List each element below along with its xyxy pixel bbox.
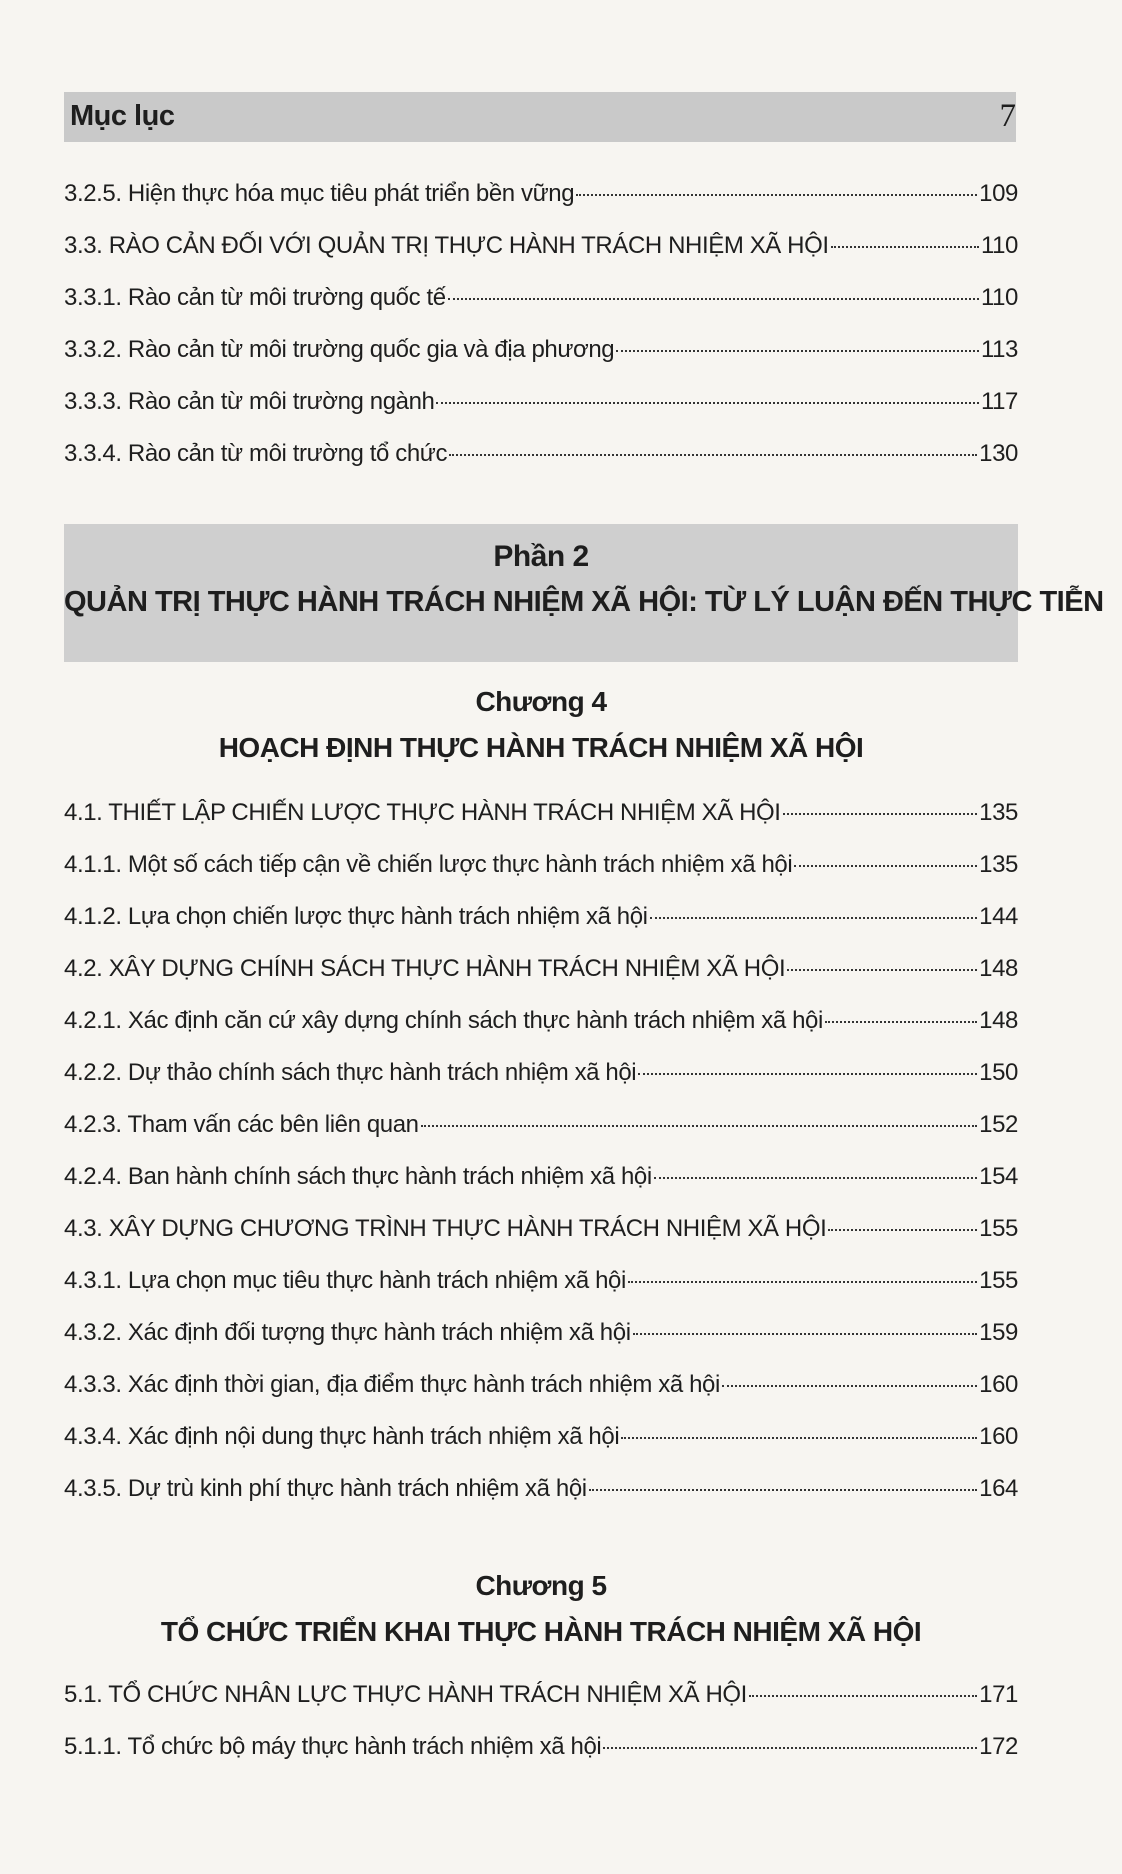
toc-entry-page: 135 [979, 799, 1018, 826]
chapter-label: Chương 4 [475, 686, 607, 717]
part-label: Phần 2 [493, 540, 589, 573]
leader-dots [787, 969, 977, 971]
leader-dots [621, 1437, 977, 1439]
running-header-title: Mục lục [70, 100, 175, 132]
toc-entry [64, 1267, 1018, 1303]
leader-dots [794, 865, 977, 867]
toc-entry [64, 1007, 1018, 1043]
leader-dots [783, 813, 978, 815]
toc-entry-page: 135 [979, 851, 1018, 878]
toc-entry-text: 4.3.2. Xác định đối tượng thực hành trách nhiệm xã hội [64, 1319, 631, 1346]
toc-entry [64, 336, 1018, 372]
toc-entry [64, 955, 1018, 991]
toc-entry-page: 110 [980, 232, 1018, 259]
leader-dots [436, 402, 978, 404]
toc-entry-text: 5.1.1. Tổ chức bộ máy thực hành trách nhiệm xã hội [64, 1733, 602, 1760]
chapter-label: Chương 5 [475, 1570, 607, 1601]
toc-entry-page: 150 [979, 1059, 1018, 1086]
toc-entry-page: 155 [979, 1215, 1018, 1242]
toc-entry-page: 154 [979, 1163, 1018, 1190]
toc-entry-page: 117 [980, 388, 1018, 415]
toc-entry [64, 388, 1018, 424]
leader-dots [633, 1333, 978, 1335]
toc-entry-page: 164 [979, 1475, 1018, 1502]
toc-entry-page: 159 [979, 1319, 1018, 1346]
toc-entry-text: 4.2.1. Xác định căn cứ xây dựng chính sách thực hành trách nhiệm xã hội [64, 1007, 823, 1034]
leader-dots [589, 1489, 977, 1491]
toc-entry-page: 155 [979, 1267, 1018, 1294]
toc-entry [64, 851, 1018, 887]
toc-entry-text: 4.2. XÂY DỰNG CHÍNH SÁCH THỰC HÀNH TRÁCH NHIỆM XÃ HỘI [64, 955, 786, 982]
toc-entry [64, 799, 1018, 835]
toc-entry-text: 4.2.3. Tham vấn các bên liên quan [64, 1111, 419, 1138]
toc-entry-page: 171 [979, 1681, 1018, 1708]
leader-dots [448, 298, 979, 300]
toc-entry-page: 160 [979, 1423, 1018, 1450]
toc-entry-text: 4.2.4. Ban hành chính sách thực hành trách nhiệm xã hội [64, 1163, 652, 1190]
toc-entry-page: 152 [979, 1111, 1018, 1138]
leader-dots [449, 454, 977, 456]
toc-entry [64, 1111, 1018, 1147]
toc-entry-page: 148 [979, 955, 1018, 982]
toc-entry [64, 903, 1018, 939]
toc-entry-text: 4.1.2. Lựa chọn chiến lược thực hành trách nhiệm xã hội [64, 903, 648, 930]
toc-entry-page: 144 [979, 903, 1018, 930]
toc-entry [64, 1371, 1018, 1407]
toc-entry-text: 3.3.4. Rào cản từ môi trường tổ chức [64, 440, 448, 467]
toc-entry-text: 4.3. XÂY DỰNG CHƯƠNG TRÌNH THỰC HÀNH TRÁCH NHIỆM XÃ HỘI [64, 1215, 827, 1242]
chapter-title: HOẠCH ĐỊNH THỰC HÀNH TRÁCH NHIỆM XÃ HỘI [218, 732, 864, 763]
leader-dots [828, 1229, 977, 1231]
toc-entry-text: 3.2.5. Hiện thực hóa mục tiêu phát triển bền vững [64, 180, 575, 207]
leader-dots [650, 917, 978, 919]
leader-dots [616, 350, 979, 352]
toc-entry-text: 4.1.1. Một số cách tiếp cận về chiến lược thực hành trách nhiệm xã hội [64, 851, 793, 878]
toc-entry-page: 110 [980, 284, 1018, 311]
toc-entry [64, 1319, 1018, 1355]
toc-entry-page: 148 [979, 1007, 1018, 1034]
leader-dots [654, 1177, 977, 1179]
toc-entry [64, 284, 1018, 320]
toc-entry-page: 172 [979, 1733, 1018, 1760]
leader-dots [638, 1073, 977, 1075]
leader-dots [749, 1695, 977, 1697]
toc-entry-text: 4.1. THIẾT LẬP CHIẾN LƯỢC THỰC HÀNH TRÁCH NHIỆM XÃ HỘI [64, 799, 781, 826]
toc-entry [64, 1163, 1018, 1199]
toc-entry-text: 3.3.3. Rào cản từ môi trường ngành [64, 388, 435, 415]
toc-entry [64, 440, 1018, 476]
toc-entry-page: 130 [979, 440, 1018, 467]
chapter-title: TỔ CHỨC TRIỂN KHAI THỰC HÀNH TRÁCH NHIỆM XÃ HỘI [160, 1616, 922, 1647]
toc-entry [64, 1423, 1018, 1459]
toc-entry-text: 4.3.5. Dự trù kinh phí thực hành trách nhiệm xã hội [64, 1475, 587, 1502]
toc-entry-page: 160 [979, 1371, 1018, 1398]
part-title: QUẢN TRỊ THỰC HÀNH TRÁCH NHIỆM XÃ HỘI: TỪ LÝ LUẬN ĐẾN THỰC TIỄN [64, 586, 1104, 618]
leader-dots [603, 1747, 977, 1749]
toc-entry [64, 1215, 1018, 1251]
toc-entry [64, 232, 1018, 268]
toc-entry-text: 3.3. RÀO CẢN ĐỐI VỚI QUẢN TRỊ THỰC HÀNH TRÁCH NHIỆM XÃ HỘI [64, 232, 829, 259]
toc-entry-text: 4.3.3. Xác định thời gian, địa điểm thực hành trách nhiệm xã hội [64, 1371, 720, 1398]
header-bar [64, 92, 1016, 142]
toc-entry [64, 1475, 1018, 1511]
toc-entry-text: 3.3.2. Rào cản từ môi trường quốc gia và địa phương [64, 336, 615, 363]
toc-entry [64, 1733, 1018, 1769]
page-number: 7 [999, 98, 1016, 134]
toc-entry [64, 1681, 1018, 1717]
toc-entry-text: 4.3.1. Lựa chọn mục tiêu thực hành trách nhiệm xã hội [64, 1267, 626, 1294]
leader-dots [576, 194, 977, 196]
toc-entry [64, 180, 1018, 216]
leader-dots [722, 1385, 977, 1387]
toc-entry-text: 5.1. TỔ CHỨC NHÂN LỰC THỰC HÀNH TRÁCH NHIỆM XÃ HỘI [64, 1681, 747, 1708]
toc-entry-text: 3.3.1. Rào cản từ môi trường quốc tế [64, 284, 446, 311]
toc-entry-text: 4.3.4. Xác định nội dung thực hành trách nhiệm xã hội [64, 1423, 620, 1450]
leader-dots [628, 1281, 977, 1283]
toc-entry-text: 4.2.2. Dự thảo chính sách thực hành trách nhiệm xã hội [64, 1059, 637, 1086]
leader-dots [421, 1125, 978, 1127]
toc-entry [64, 1059, 1018, 1095]
toc-entry-page: 109 [979, 180, 1018, 207]
leader-dots [825, 1021, 977, 1023]
leader-dots [831, 246, 979, 248]
toc-entry-page: 113 [980, 336, 1018, 363]
